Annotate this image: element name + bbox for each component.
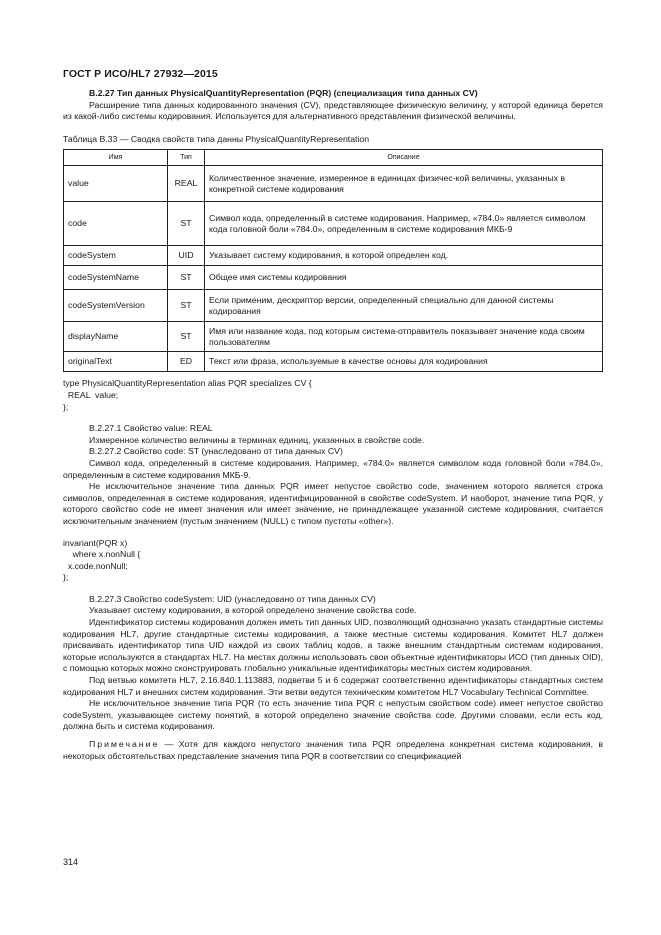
- cell-name: code: [64, 202, 168, 246]
- paragraph: Не исключительное значение типа данных PQR имеет непустое свойство code, значением которого является строка символов, определенная в системе кодирования, идентифицированной в свойстве codeSystem. И наоборот, значение типа PQR, у которого свойство code не имеет значения или имеет значение, не принадлежащее указанной системе кодирования, считается исключительным значением (пустым значением (NULL) с типом пустоты «other»).: [63, 481, 603, 526]
- cell-type: ST: [168, 266, 205, 290]
- paragraph: Символ кода, определенный в системе кодирования. Например, «784.0» является символом кода головной боли «784.0», определенным в системе кодирования МКБ-9.: [63, 457, 603, 480]
- cell-type: REAL: [168, 166, 205, 202]
- document-header: ГОСТ Р ИСО/HL7 27932—2015: [63, 68, 218, 80]
- page-number: 314: [63, 857, 79, 867]
- note-label: Примечание: [89, 739, 160, 749]
- cell-name: codeSystem: [64, 246, 168, 266]
- table-caption: Таблица B.33 — Сводка свойств типа данны PhysicalQuantityRepresentation: [63, 133, 370, 144]
- section-intro: Расширение типа данных кодированного значения (CV), представляющее физическую величину, у которой единица берется из какой-либо системы кодирования. Используется для альтернативного представления физической величины.: [63, 99, 603, 122]
- code-line: x.code.nonNull;: [63, 560, 128, 571]
- subsection-heading-codesystem: B.2.27.3 Свойство codeSystem: UID (унаследовано от типа данных CV): [89, 593, 376, 604]
- code-line: invariant(PQR x): [63, 537, 128, 548]
- cell-description: Общее имя системы кодирования: [205, 266, 603, 290]
- cell-name: codeSystemName: [64, 266, 168, 290]
- cell-name: originalText: [64, 352, 168, 372]
- code-block-invariant: [63, 538, 603, 584]
- code-line: };: [63, 572, 69, 583]
- subsection-heading-value: B.2.27.1 Свойство value: REAL: [89, 423, 213, 434]
- section-title: B.2.27 Тип данных PhysicalQuantityRepresentation (PQR) (специализация типа данных CV): [89, 88, 478, 98]
- cell-description: Указывает систему кодирования, в которой определен код.: [205, 246, 603, 266]
- cell-type: ST: [168, 290, 205, 322]
- code-line: where x.nonNull {: [63, 549, 141, 560]
- header-description: Описание: [205, 150, 603, 166]
- header-type: Тип: [168, 150, 205, 166]
- cell-name: displayName: [64, 322, 168, 352]
- table-header-row: [64, 150, 603, 166]
- paragraph: Измеренное количество величины в терминах единиц, указанных в свойстве code.: [89, 434, 425, 445]
- subsection-heading-code: B.2.27.2 Свойство code: ST (унаследовано от типа данных CV): [89, 446, 343, 457]
- cell-type: ED: [168, 352, 205, 372]
- note: [63, 739, 603, 762]
- cell-type: ST: [168, 322, 205, 352]
- cell-type: ST: [168, 202, 205, 246]
- cell-description: Если применим, дескриптор версии, определенный специально для данной системы кодирования: [205, 290, 603, 322]
- cell-description: Текст или фраза, используемые в качестве основы для кодирования: [205, 352, 603, 372]
- header-name: Имя: [64, 150, 168, 166]
- paragraph: Не исключительное значение типа PQR (то есть значение типа PQR с непустым свойством code) имеет непустое свойство codeSystem, указывающее систему понятий, в которой определено значение свойства code. Другими словами, если есть код, должна быть и система кодирования.: [63, 698, 603, 732]
- table-row: [64, 246, 603, 266]
- cell-type: UID: [168, 246, 205, 266]
- cell-name: value: [64, 166, 168, 202]
- cell-name: codeSystemVersion: [64, 290, 168, 322]
- cell-description: Символ кода, определенный в системе кодирования. Например, «784.0» является символом кода головной боли «784.0», определенным в системе кодирования МКБ-9: [205, 202, 603, 246]
- code-block-type-definition: [63, 378, 603, 413]
- table-row: [64, 202, 603, 246]
- table-row: [64, 322, 603, 352]
- table-row: [64, 290, 603, 322]
- code-line: };: [63, 401, 69, 412]
- cell-description: Имя или название кода, под которым система-отправитель показывает значение кода своим пользователям: [205, 322, 603, 352]
- paragraph: Идентификатор системы кодирования должен иметь тип данных UID, позволяющий однозначно указать стандартные системы кодирования HL7, другие стандартные системы кодирования, а также местные системы кодирования. Комитет HL7 должен присваивать идентификатор типа UID каждой из своих таблиц кодов, а также внешним стандартным системам кодирования, которые используются в стандартах HL7. На местах должны использовать свои объектные идентификаторы ИСО (тип данных OID), с помощью которых можно сконструировать глобально уникальные идентификаторы местных систем кодирования.: [63, 617, 603, 674]
- paragraph: Указывает систему кодирования, в которой определено значение свойства code.: [89, 605, 417, 616]
- paragraph: Под ветвью комитета HL7, 2.16.840.1.113883, подветви 5 и 6 содержат соответственно идентификаторы стандартных систем кодирования HL7 и внешних систем кодирования. Эти ветви ведутся техническим комитетом HL7 Vocabulary Technical Committee.: [63, 675, 603, 697]
- table-row: [64, 352, 603, 372]
- code-line: REAL value;: [63, 389, 119, 400]
- page-content: [63, 88, 603, 762]
- code-line: type PhysicalQuantityRepresentation alias PQR specializes CV {: [63, 378, 312, 389]
- properties-table: [63, 149, 603, 372]
- note-text: — Хотя для каждого непустого значения типа PQR определена конкретная система кодирования, в некоторых обстоятельствах представление значения типа PQR в соответствии со спецификацией: [63, 739, 603, 761]
- table-row: [64, 266, 603, 290]
- table-row: [64, 166, 603, 202]
- cell-description: Количественное значение, измеренное в единицах физичес-кой величины, указанных в конкретной системе кодирования: [205, 166, 603, 202]
